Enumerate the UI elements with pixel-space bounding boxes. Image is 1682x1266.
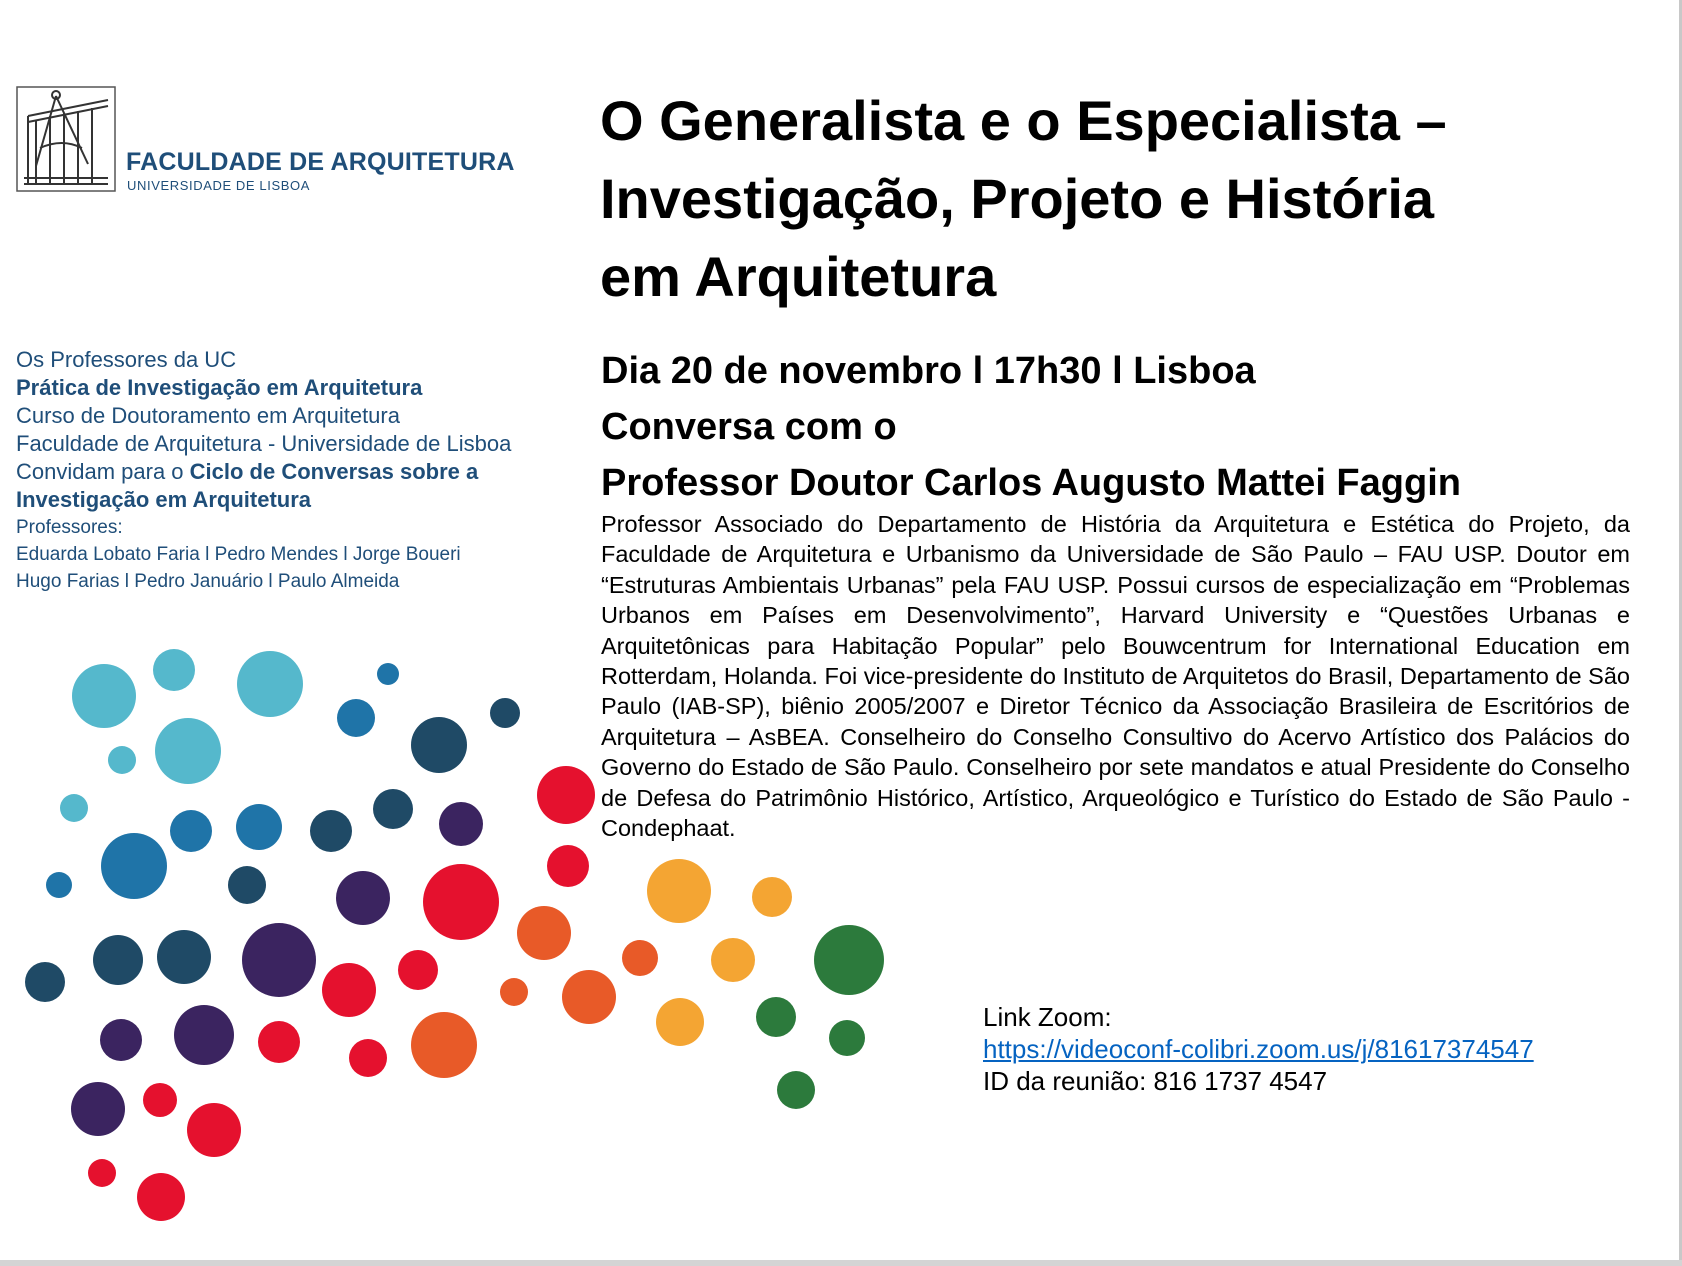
guest-name: Professor Doutor Carlos Augusto Mattei Faggin [601,462,1461,504]
decorative-dot [423,864,499,940]
decorative-dot [411,717,467,773]
decorative-dot [60,794,88,822]
decorative-dot [500,978,528,1006]
page-edge-bottom [0,1260,1682,1266]
conversation-label: Conversa com o [601,406,897,448]
university-name: UNIVERSIDADE DE LISBOA [127,178,310,193]
decorative-dot [814,925,884,995]
decorative-dot [108,746,136,774]
decorative-dot [310,810,352,852]
decorative-dot [143,1083,177,1117]
invitation-text [16,346,576,595]
decorative-dot [157,930,211,984]
decorative-dot [258,1021,300,1063]
faculty-name: FACULDADE DE ARQUITETURA [126,148,515,176]
event-title [600,82,1660,316]
intro-line-3: Curso de Doutoramento em Arquitetura [16,403,400,428]
decorative-dot [72,664,136,728]
building-compass-icon [16,86,116,192]
decorative-dot [174,1005,234,1065]
decorative-dot [236,804,282,850]
decorative-dot [656,998,704,1046]
decorative-dot [777,1071,815,1109]
decorative-dot [93,935,143,985]
decorative-dot [752,877,792,917]
decorative-dot [377,663,399,685]
decorative-dot [137,1173,185,1221]
decorative-dot [411,1012,477,1078]
title-line-2: Investigação, Projeto e História [600,167,1435,230]
decorative-dot [373,789,413,829]
decorative-dot [622,940,658,976]
decorative-dot [25,962,65,1002]
decorative-dot [170,810,212,852]
decorative-dot [647,859,711,923]
zoom-label: Link Zoom: [983,1002,1112,1032]
meeting-id: ID da reunião: 816 1737 4547 [983,1066,1328,1096]
title-line-1: O Generalista e o Especialista – [600,89,1447,152]
intro-line-1: Os Professores da UC [16,347,237,372]
guest-bio: Professor Associado do Departamento de História da Arquitetura e Estética do Projeto, da Faculdade de Arquitetura e Urbanismo da Universidade de São Paulo – FAU USP. Doutor em “Estruturas Ambientais Urbanas” pela FAU USP. Possui cursos de especialização em “Problemas Urbanos em Países em Desenvolvimento”, Harvard University e “Questões Urbanas e Arquitetônicas para Habitação Popular” pelo Bouwcentrum for International Education em Rotterdam, Holanda. Foi vice-presidente do Instituto de Arquitetos do Brasil, Departamento de São Paulo (IAB-SP), biênio 2005/2007 e Diretor Técnico da Associação Brasileira de Escritórios de Arquitetura – AsBEA. Conselheiro do Conselho Consultivo do Acervo Artístico dos Palácios do Governo do Estado de São Paulo. Conselheiro por sete mandatos e atual Presidente do Conselho de Defesa do Patrimônio Histórico, Artístico, Arqueológico e Turístico do Estado de São Paulo - Condephaat. [601,511,1630,842]
decorative-dot [537,766,595,824]
decorative-dot [101,833,167,899]
decorative-dot [242,923,316,997]
decorative-dot [756,997,796,1037]
professors-list-1: Eduarda Lobato Faria l Pedro Mendes l Jorge Boueri [16,544,461,565]
event-details [601,343,1661,511]
decorative-dot [829,1020,865,1056]
decorative-dot [398,950,438,990]
decorative-dot [71,1082,125,1136]
faculty-logo [16,86,516,196]
decorative-dot [711,938,755,982]
decorative-dot [228,866,266,904]
decorative-dot [322,963,376,1017]
professors-label: Professores: [16,517,123,538]
decorative-dot [439,802,483,846]
zoom-link[interactable]: https://videoconf-colibri.zoom.us/j/81617374547 [983,1034,1534,1064]
decorative-dot [237,651,303,717]
cycle-name-part-1: Ciclo de Conversas sobre a [189,459,479,484]
zoom-info [983,1001,1534,1097]
decorative-dot [88,1159,116,1187]
decorative-dot [187,1103,241,1157]
decorative-dot [155,718,221,784]
decorative-dot [46,872,72,898]
decorative-dot [562,970,616,1024]
course-name: Prática de Investigação em Arquitetura [16,375,423,400]
title-line-3: em Arquitetura [600,245,997,308]
decorative-dots [0,630,900,1250]
decorative-dot [100,1019,142,1061]
decorative-dot [517,906,571,960]
decorative-dot [490,698,520,728]
intro-line-5-prefix: Convidam para o [16,459,190,484]
cycle-name-part-2: Investigação em Arquitetura [16,487,312,512]
professors-list-2: Hugo Farias l Pedro Januário l Paulo Almeida [16,571,400,592]
decorative-dot [349,1039,387,1077]
intro-line-4: Faculdade de Arquitetura - Universidade de Lisboa [16,431,512,456]
decorative-dot [547,845,589,887]
decorative-dot [153,649,195,691]
decorative-dot [336,871,390,925]
event-date-time-place: Dia 20 de novembro l 17h30 l Lisboa [601,350,1256,392]
decorative-dot [337,699,375,737]
